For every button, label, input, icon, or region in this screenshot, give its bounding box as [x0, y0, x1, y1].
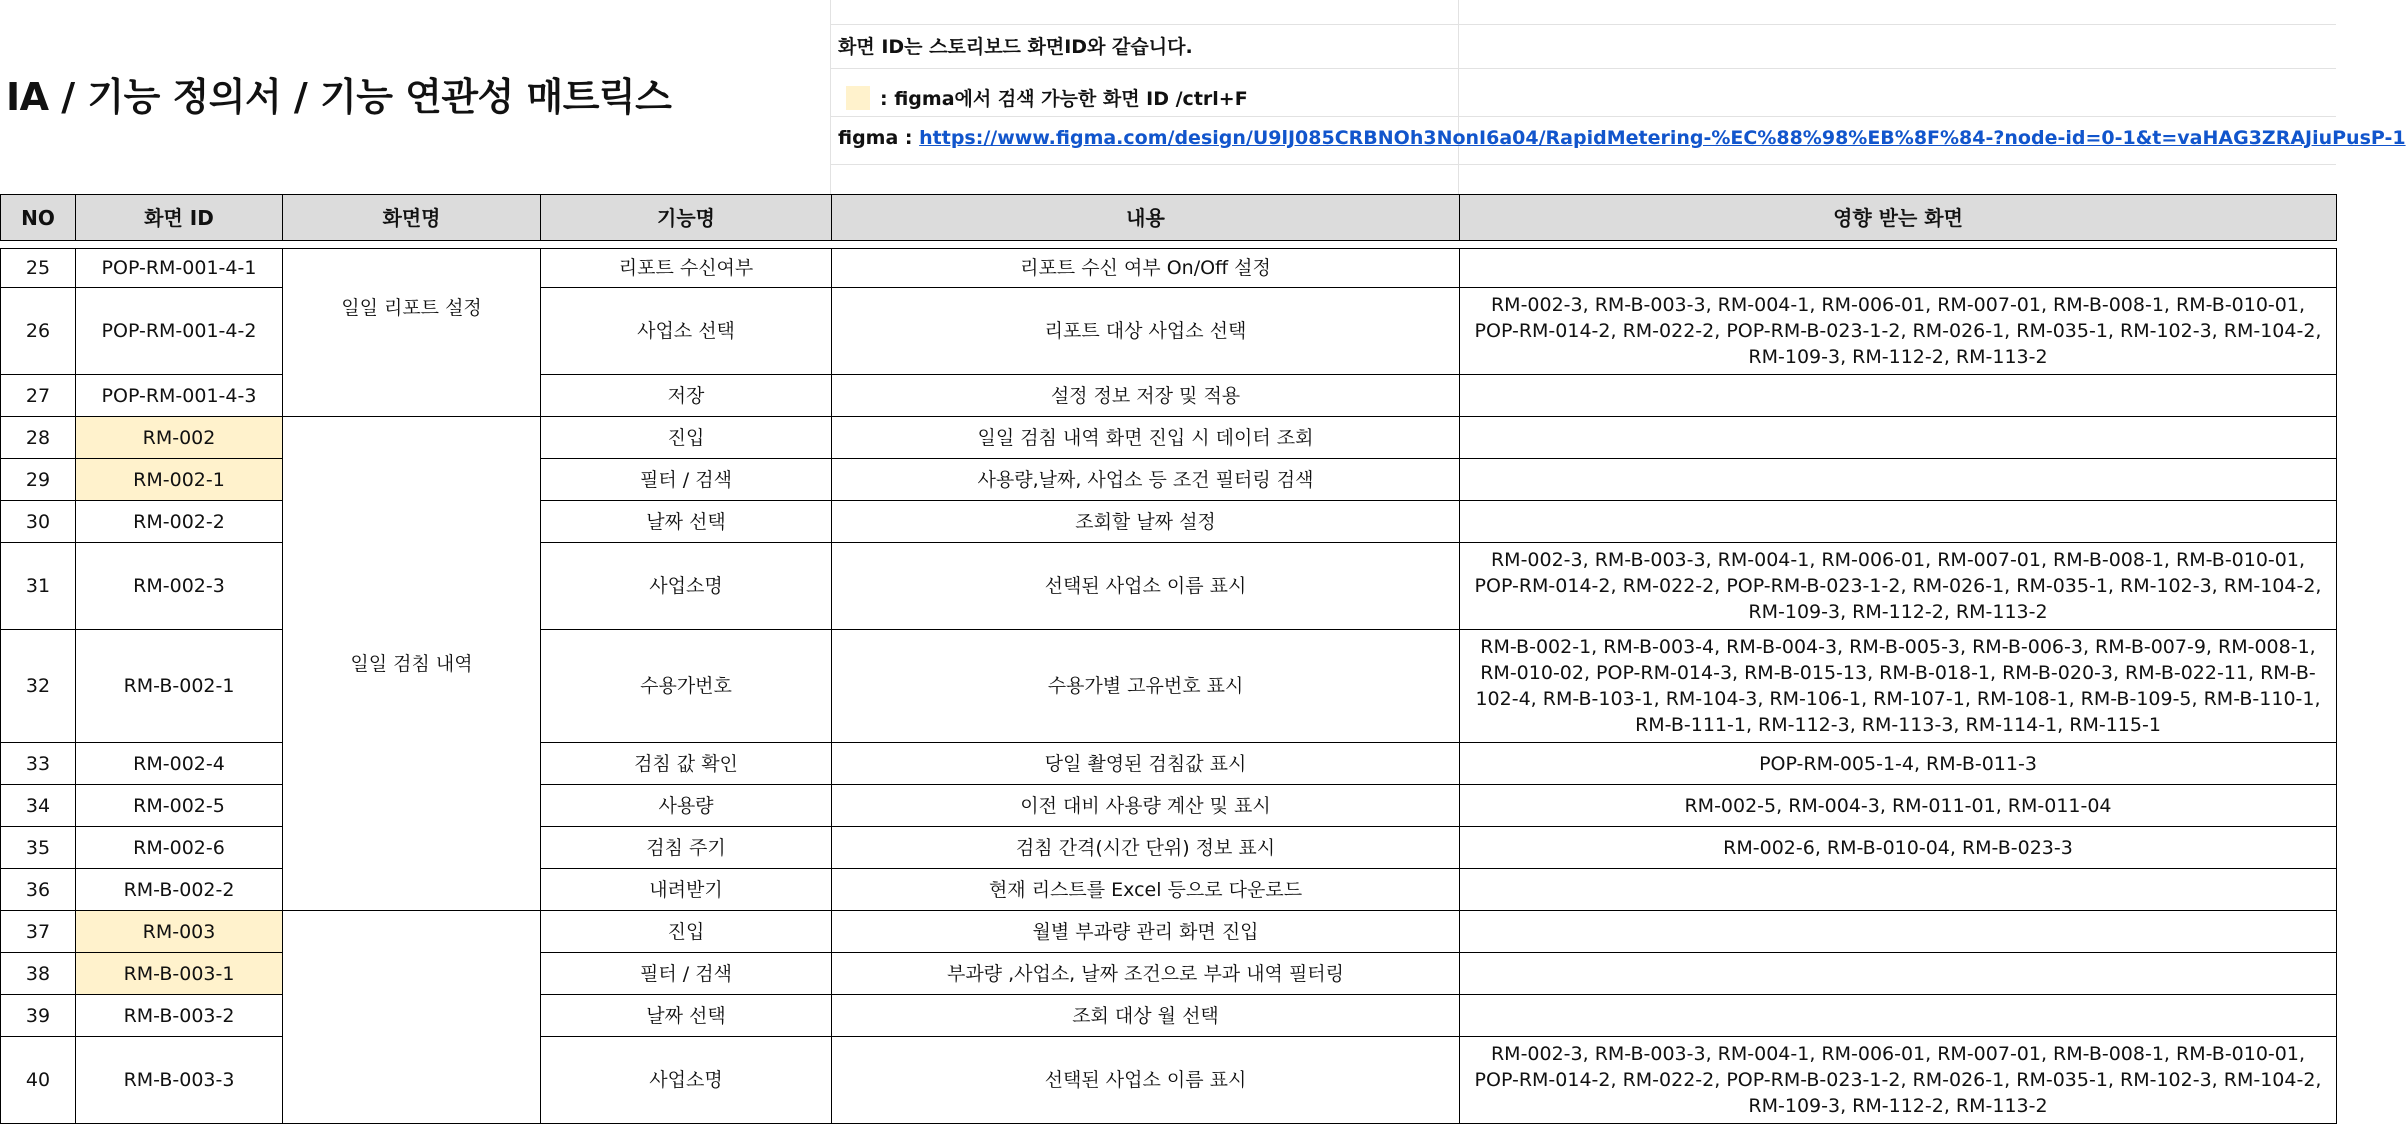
cell-content[interactable]: 당일 촬영된 검침값 표시 [832, 743, 1460, 785]
cell-screen-name[interactable]: 일일 리포트 설정 [283, 249, 541, 417]
table-row [1, 417, 2337, 459]
cell-screen-id[interactable]: RM-002-4 [76, 743, 283, 785]
table-row [1, 249, 2337, 288]
cell-screen-name-empty[interactable] [283, 911, 541, 1124]
cell-screen-id[interactable]: RM-002-1 [76, 459, 283, 501]
cell-impact[interactable] [1460, 501, 2337, 543]
cell-feature[interactable]: 사용량 [541, 785, 832, 827]
matrix-table [0, 194, 2337, 1124]
cell-screen-name[interactable]: 일일 검침 내역 [283, 417, 541, 911]
cell-no[interactable]: 37 [1, 911, 76, 953]
cell-no[interactable]: 30 [1, 501, 76, 543]
cell-screen-id[interactable]: RM-002-5 [76, 785, 283, 827]
sheet-header-area [0, 0, 2406, 194]
cell-feature[interactable]: 검침 값 확인 [541, 743, 832, 785]
cell-no[interactable]: 31 [1, 543, 76, 630]
col-header-feature[interactable]: 기능명 [541, 195, 832, 241]
col-header-content[interactable]: 내용 [832, 195, 1460, 241]
spacer-row [1, 241, 2337, 249]
cell-screen-id[interactable]: RM-B-003-1 [76, 953, 283, 995]
cell-no[interactable]: 26 [1, 288, 76, 375]
cell-feature[interactable]: 리포트 수신여부 [541, 249, 832, 288]
highlight-swatch [846, 86, 870, 110]
cell-content[interactable]: 월별 부과량 관리 화면 진입 [832, 911, 1460, 953]
cell-screen-id[interactable]: RM-003 [76, 911, 283, 953]
cell-screen-id[interactable]: POP-RM-001-4-2 [76, 288, 283, 375]
cell-feature[interactable]: 필터 / 검색 [541, 459, 832, 501]
cell-screen-id[interactable]: RM-B-002-1 [76, 630, 283, 743]
cell-feature[interactable]: 내려받기 [541, 869, 832, 911]
cell-content[interactable]: 리포트 수신 여부 On/Off 설정 [832, 249, 1460, 288]
swatch-legend [838, 84, 1248, 111]
cell-feature[interactable]: 사업소명 [541, 543, 832, 630]
cell-impact[interactable] [1460, 417, 2337, 459]
cell-screen-id[interactable]: POP-RM-001-4-1 [76, 249, 283, 288]
cell-impact[interactable] [1460, 249, 2337, 288]
cell-content[interactable]: 리포트 대상 사업소 선택 [832, 288, 1460, 375]
cell-content[interactable]: 조회 대상 월 선택 [832, 995, 1460, 1037]
cell-impact[interactable]: RM-002-3, RM-B-003-3, RM-004-1, RM-006-01, RM-007-01, RM-B-008-1, RM-B-010-01, POP-RM-014-2, RM-022-2, POP-RM-B-023-1-2, RM-026-1, RM-035-1, RM-102-3, RM-104-2, RM-109-3, RM-112-2, RM-113-2 [1460, 1037, 2337, 1124]
cell-content[interactable]: 현재 리스트를 Excel 등으로 다운로드 [832, 869, 1460, 911]
cell-impact[interactable]: POP-RM-005-1-4, RM-B-011-3 [1460, 743, 2337, 785]
cell-content[interactable]: 검침 간격(시간 단위) 정보 표시 [832, 827, 1460, 869]
cell-content[interactable]: 설정 정보 저장 및 적용 [832, 375, 1460, 417]
table-header-row [1, 195, 2337, 241]
cell-content[interactable]: 이전 대비 사용량 계산 및 표시 [832, 785, 1460, 827]
cell-content[interactable]: 수용가별 고유번호 표시 [832, 630, 1460, 743]
cell-no[interactable]: 28 [1, 417, 76, 459]
cell-no[interactable]: 38 [1, 953, 76, 995]
cell-no[interactable]: 34 [1, 785, 76, 827]
cell-screen-id[interactable]: RM-B-002-2 [76, 869, 283, 911]
figma-label: figma : [838, 127, 920, 149]
cell-screen-id[interactable]: RM-002 [76, 417, 283, 459]
matrix-table-wrapper [0, 194, 2336, 1117]
cell-no[interactable]: 27 [1, 375, 76, 417]
cell-screen-id[interactable]: RM-002-2 [76, 501, 283, 543]
cell-screen-id[interactable]: RM-B-003-3 [76, 1037, 283, 1124]
grid-line [830, 24, 2336, 25]
cell-impact[interactable]: RM-B-002-1, RM-B-003-4, RM-B-004-3, RM-B-005-3, RM-B-006-3, RM-B-007-9, RM-008-1, RM-010-02, POP-RM-014-3, RM-B-015-13, RM-B-018-1, RM-B-020-3, RM-B-022-11, RM-B-102-4, RM-B-103-1, RM-104-3, RM-106-1, RM-107-1, RM-108-1, RM-B-109-5, RM-B-110-1, RM-B-111-1, RM-112-3, RM-113-3, RM-114-1, RM-115-1 [1460, 630, 2337, 743]
col-header-impact[interactable]: 영향 받는 화면 [1460, 195, 2337, 241]
cell-feature[interactable]: 사업소명 [541, 1037, 832, 1124]
cell-feature[interactable]: 검침 주기 [541, 827, 832, 869]
grid-line [830, 116, 2336, 117]
swatch-legend-text: : figma에서 검색 가능한 화면 ID /ctrl+F [880, 88, 1248, 110]
col-header-no[interactable]: NO [1, 195, 76, 241]
cell-screen-id[interactable]: RM-002-6 [76, 827, 283, 869]
cell-no[interactable]: 36 [1, 869, 76, 911]
cell-impact[interactable] [1460, 375, 2337, 417]
grid-line [830, 68, 2336, 69]
col-header-screen-id[interactable]: 화면 ID [76, 195, 283, 241]
cell-content[interactable]: 사용량,날짜, 사업소 등 조건 필터링 검색 [832, 459, 1460, 501]
cell-feature[interactable]: 날짜 선택 [541, 501, 832, 543]
cell-feature[interactable]: 사업소 선택 [541, 288, 832, 375]
cell-content[interactable]: 조회할 날짜 설정 [832, 501, 1460, 543]
cell-feature[interactable]: 저장 [541, 375, 832, 417]
cell-no[interactable]: 39 [1, 995, 76, 1037]
cell-content[interactable]: 일일 검침 내역 화면 진입 시 데이터 조회 [832, 417, 1460, 459]
table-row [1, 911, 2337, 953]
cell-impact[interactable] [1460, 953, 2337, 995]
cell-screen-id[interactable]: POP-RM-001-4-3 [76, 375, 283, 417]
cell-impact[interactable]: RM-002-5, RM-004-3, RM-011-01, RM-011-04 [1460, 785, 2337, 827]
cell-no[interactable]: 40 [1, 1037, 76, 1124]
figma-link[interactable]: https://www.figma.com/design/U9lJ085CRBNOh3NonI6a04/RapidMetering-%EC%88%98%EB%8F%84-?node-id=0-1&t=vaHAG3ZRAJiuPusP-1 [919, 127, 2406, 149]
cell-impact[interactable] [1460, 459, 2337, 501]
cell-feature[interactable]: 진입 [541, 911, 832, 953]
cell-screen-id[interactable]: RM-002-3 [76, 543, 283, 630]
cell-no[interactable]: 33 [1, 743, 76, 785]
cell-content[interactable]: 부과량 ,사업소, 날짜 조건으로 부과 내역 필터링 [832, 953, 1460, 995]
cell-impact[interactable]: RM-002-3, RM-B-003-3, RM-004-1, RM-006-01, RM-007-01, RM-B-008-1, RM-B-010-01, POP-RM-014-2, RM-022-2, POP-RM-B-023-1-2, RM-026-1, RM-035-1, RM-102-3, RM-104-2, RM-109-3, RM-112-2, RM-113-2 [1460, 288, 2337, 375]
cell-impact[interactable] [1460, 869, 2337, 911]
cell-feature[interactable]: 진입 [541, 417, 832, 459]
cell-content[interactable]: 선택된 사업소 이름 표시 [832, 543, 1460, 630]
cell-no[interactable]: 29 [1, 459, 76, 501]
grid-line [830, 164, 2336, 165]
figma-note [838, 127, 2406, 149]
col-header-screen-name[interactable]: 화면명 [283, 195, 541, 241]
cell-no[interactable]: 35 [1, 827, 76, 869]
cell-content[interactable]: 선택된 사업소 이름 표시 [832, 1037, 1460, 1124]
cell-feature[interactable]: 날짜 선택 [541, 995, 832, 1037]
cell-impact[interactable] [1460, 911, 2337, 953]
cell-no[interactable]: 25 [1, 249, 76, 288]
cell-impact[interactable]: RM-002-3, RM-B-003-3, RM-004-1, RM-006-01, RM-007-01, RM-B-008-1, RM-B-010-01, POP-RM-014-2, RM-022-2, POP-RM-B-023-1-2, RM-026-1, RM-035-1, RM-102-3, RM-104-2, RM-109-3, RM-112-2, RM-113-2 [1460, 543, 2337, 630]
cell-screen-id[interactable]: RM-B-003-2 [76, 995, 283, 1037]
screen-id-note: 화면 ID는 스토리보드 화면ID와 같습니다. [838, 36, 1193, 58]
cell-feature[interactable]: 수용가번호 [541, 630, 832, 743]
page-title: IA / 기능 정의서 / 기능 연관성 매트릭스 [6, 75, 672, 119]
cell-impact[interactable]: RM-002-6, RM-B-010-04, RM-B-023-3 [1460, 827, 2337, 869]
cell-no[interactable]: 32 [1, 630, 76, 743]
cell-feature[interactable]: 필터 / 검색 [541, 953, 832, 995]
cell-impact[interactable] [1460, 995, 2337, 1037]
